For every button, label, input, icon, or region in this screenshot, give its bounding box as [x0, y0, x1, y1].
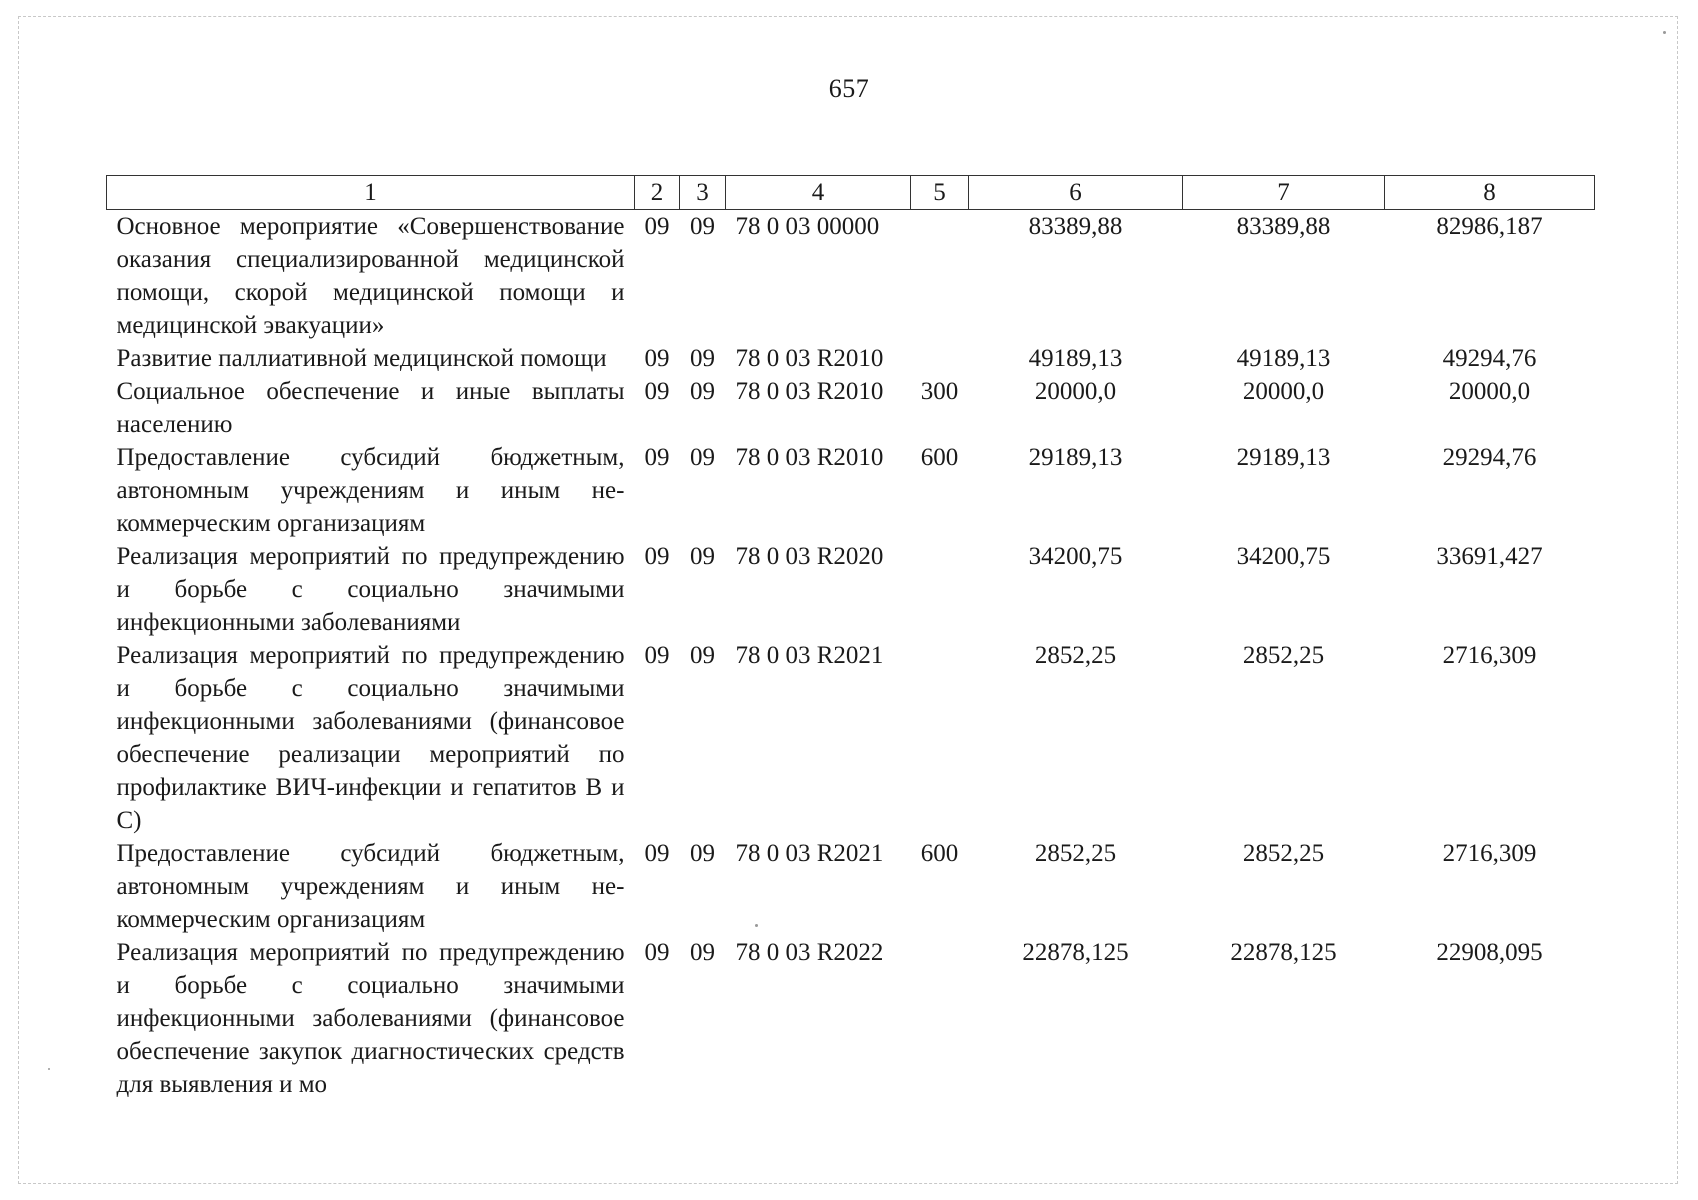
row-value-7: 29189,13 — [1236, 444, 1331, 471]
row-section: 09 — [644, 345, 670, 372]
header-col-6: 6 — [969, 176, 1183, 210]
row-value-6: 20000,0 — [1034, 378, 1117, 405]
row-section: 09 — [644, 939, 670, 966]
row-subsection: 09 — [690, 378, 715, 405]
row-value-7: 34200,75 — [1236, 543, 1331, 570]
row-subsection: 09 — [690, 444, 715, 471]
header-col-5: 5 — [911, 176, 969, 210]
table-row — [107, 936, 1595, 1101]
row-subsection: 09 — [690, 642, 715, 669]
row-name: Предоставление субсидий бюджетным, автономным учреждениям и иным некоммерческим организациям — [116, 840, 625, 933]
row-value-7: 22878,125 — [1230, 939, 1337, 966]
row-name: Реализация мероприятий по предупреждению и борьбе с социально значимыми инфекционными заболеваниями — [116, 543, 625, 636]
table-row — [107, 210, 1595, 343]
row-section: 09 — [644, 840, 670, 867]
table-row — [107, 837, 1595, 936]
row-target-code: 78 0 03 00000 — [735, 213, 880, 240]
row-subsection: 09 — [690, 543, 715, 570]
row-name: Реализация мероприятий по предупреждению и борьбе с социально значимыми инфекционными заболеваниями (финансовое обеспечение закупок диагностических средств для выявления и мо — [116, 939, 625, 1098]
row-value-8: 29294,76 — [1442, 444, 1537, 471]
row-expense-type — [911, 639, 969, 837]
table-row — [107, 342, 1595, 375]
row-subsection: 09 — [690, 840, 715, 867]
budget-table — [106, 175, 1595, 1101]
row-expense-type — [911, 342, 969, 375]
row-target-code: 78 0 03 R2010 — [735, 345, 884, 372]
row-name: Предоставление субсидий бюджетным, автономным учреждениям и иным некоммерческим организациям — [116, 444, 625, 537]
row-value-7: 2852,25 — [1242, 840, 1325, 867]
row-value-8: 82986,187 — [1436, 213, 1543, 240]
row-target-code: 78 0 03 R2010 — [735, 444, 884, 471]
table-body — [107, 210, 1595, 1102]
row-expense-type: 300 — [920, 378, 959, 405]
row-target-code: 78 0 03 R2020 — [735, 543, 884, 570]
header-col-4: 4 — [726, 176, 911, 210]
row-value-7: 83389,88 — [1236, 213, 1331, 240]
row-expense-type — [911, 540, 969, 639]
row-section: 09 — [644, 642, 670, 669]
row-target-code: 78 0 03 R2021 — [735, 642, 884, 669]
row-value-7: 49189,13 — [1236, 345, 1331, 372]
row-value-6: 49189,13 — [1028, 345, 1123, 372]
row-section: 09 — [644, 543, 670, 570]
row-value-8: 20000,0 — [1448, 378, 1531, 405]
row-expense-type — [911, 210, 969, 343]
table-row — [107, 375, 1595, 441]
row-value-8: 33691,427 — [1436, 543, 1543, 570]
row-value-8: 2716,309 — [1442, 642, 1537, 669]
row-value-6: 83389,88 — [1028, 213, 1123, 240]
row-value-6: 29189,13 — [1028, 444, 1123, 471]
row-section: 09 — [644, 378, 670, 405]
header-col-7: 7 — [1183, 176, 1385, 210]
scan-speck — [1663, 31, 1666, 34]
row-value-7: 20000,0 — [1242, 378, 1325, 405]
header-col-2: 2 — [635, 176, 680, 210]
row-target-code: 78 0 03 R2022 — [735, 939, 884, 966]
row-expense-type: 600 — [920, 840, 959, 867]
row-subsection: 09 — [690, 345, 715, 372]
page-number: 657 — [828, 74, 870, 103]
row-target-code: 78 0 03 R2010 — [735, 378, 884, 405]
row-value-8: 22908,095 — [1436, 939, 1543, 966]
row-value-6: 2852,25 — [1034, 642, 1117, 669]
table-header — [107, 176, 1595, 210]
row-expense-type — [911, 936, 969, 1101]
row-name: Развитие паллиативной медицинской помощи — [116, 345, 607, 372]
table-row — [107, 441, 1595, 540]
row-name: Реализация мероприятий по предупреждению и борьбе с социально значимыми инфекционными заболеваниями (финансовое обеспечение реализации мероприятий по профилактике ВИЧ-инфекции и гепатитов В и С) — [116, 642, 625, 834]
row-section: 09 — [644, 213, 670, 240]
row-section: 09 — [644, 444, 670, 471]
row-value-8: 2716,309 — [1442, 840, 1537, 867]
header-col-8: 8 — [1385, 176, 1595, 210]
row-target-code: 78 0 03 R2021 — [735, 840, 884, 867]
table-row — [107, 540, 1595, 639]
header-col-3: 3 — [680, 176, 726, 210]
row-name: Социальное обеспечение и иные выплаты населению — [116, 378, 625, 438]
row-subsection: 09 — [690, 939, 715, 966]
row-expense-type: 600 — [920, 444, 959, 471]
scan-speck — [755, 924, 758, 927]
row-name: Основное мероприятие «Совершенствование оказания специализированной медицинской помощи, скорой медицинской помощи и медицинской эвакуации» — [116, 213, 625, 339]
row-value-6: 34200,75 — [1028, 543, 1123, 570]
scan-speck — [48, 1068, 50, 1070]
table-row — [107, 639, 1595, 837]
row-value-7: 2852,25 — [1242, 642, 1325, 669]
row-value-6: 2852,25 — [1034, 840, 1117, 867]
row-subsection: 09 — [690, 213, 715, 240]
header-row — [107, 176, 1595, 210]
header-col-1: 1 — [107, 176, 635, 210]
row-value-8: 49294,76 — [1442, 345, 1537, 372]
row-value-6: 22878,125 — [1022, 939, 1129, 966]
